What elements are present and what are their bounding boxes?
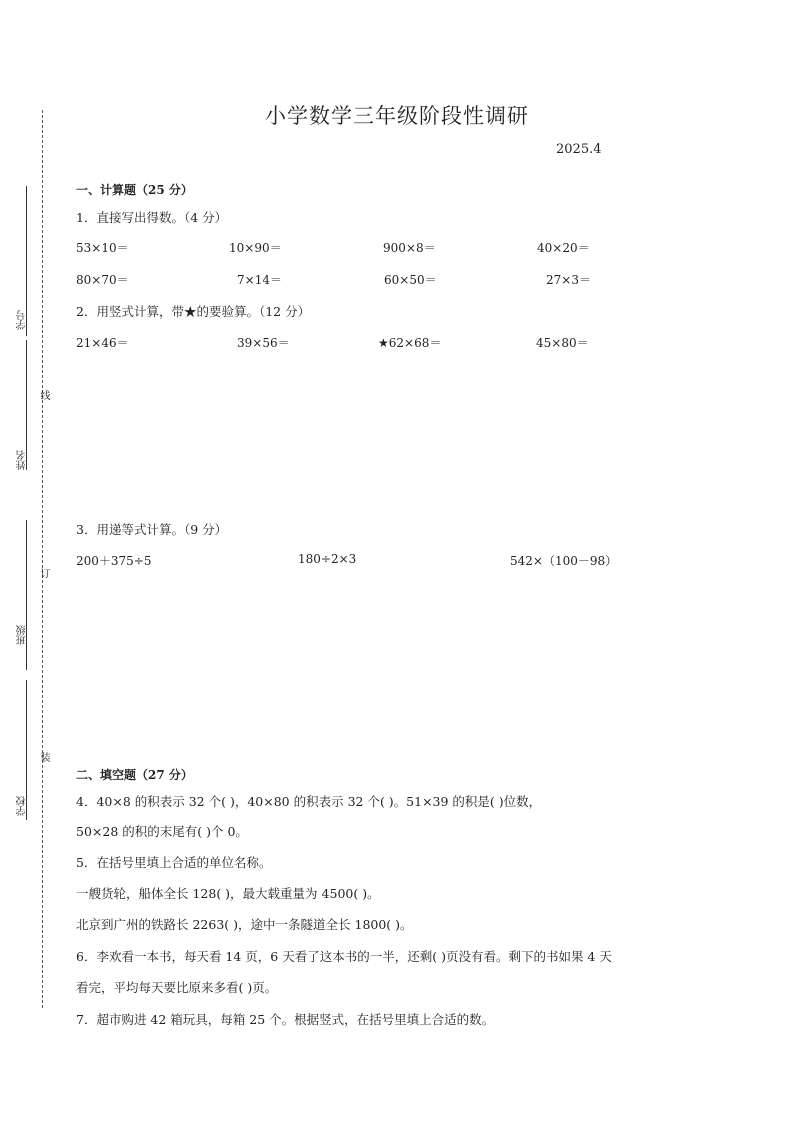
question-1-prompt: 1．直接写出得数。（4 分） [76,210,228,225]
question-6-line-2: 看完，平均每天要比原来多看( )页。 [76,980,278,995]
q2-item: ★62×68＝ [378,336,442,350]
school-label: 学校 [17,796,28,816]
q1-item: 10×90＝ [229,241,282,255]
question-3-prompt: 3．用递等式计算。（9 分） [76,522,228,537]
section-2-heading: 二、填空题（27 分） [76,768,193,782]
binding-mark-line: 线 [38,390,49,400]
question-5-line-1: 一艘货轮，船体全长 128( )，最大载重量为 4500( )。 [76,886,380,901]
q1-item: 7×14＝ [237,273,282,287]
q1-item: 27×3＝ [546,273,591,287]
question-6-line-1: 6．李欢看一本书，每天看 14 页，6 天看了这本书的一半，还剩( )页没有看。剩下的书如果 4 天 [76,949,612,964]
q3-item: 180÷2×3 [298,552,357,566]
q3-item: 200＋375÷5 [76,554,152,568]
page-title: 小学数学三年级阶段性调研 [265,104,529,128]
class-label: 班级 [17,625,28,645]
q1-item: 80×70＝ [76,273,129,287]
q3-item: 542×（100－98） [510,554,618,568]
q2-item: 21×46＝ [76,336,129,350]
q2-item: 45×80＝ [536,336,589,350]
question-5-prompt: 5．在括号里填上合适的单位名称。 [76,855,272,870]
question-7-prompt: 7．超市购进 42 箱玩具，每箱 25 个。根据竖式，在括号里填上合适的数。 [76,1012,495,1027]
exam-date: 2025.4 [556,142,602,157]
q1-item: 60×50＝ [384,273,437,287]
question-5-line-2: 北京到广州的铁路长 2263( )，途中一条隧道全长 1800( )。 [76,917,413,932]
binding-mark-ding: 订 [38,568,49,578]
section-1-heading: 一、计算题（25 分） [76,183,193,197]
binding-mark-zhuang: 装 [38,752,49,762]
binding-dashed-line [42,110,43,1008]
q1-item: 40×20＝ [537,241,590,255]
q2-item: 39×56＝ [237,336,290,350]
question-4-line-1: 4．40×8 的积表示 32 个( )，40×80 的积表示 32 个( )。51×39 的积是( )位数， [76,794,542,809]
question-4-line-2: 50×28 的积的末尾有( )个 0。 [76,824,248,839]
student-id-label: 学号 [17,310,28,330]
class-field[interactable] [26,520,27,670]
q1-item: 900×8＝ [383,241,436,255]
name-label: 姓名 [17,450,28,470]
question-2-prompt: 2．用竖式计算，带★的要验算。（12 分） [76,304,311,319]
q1-item: 53×10＝ [76,241,129,255]
